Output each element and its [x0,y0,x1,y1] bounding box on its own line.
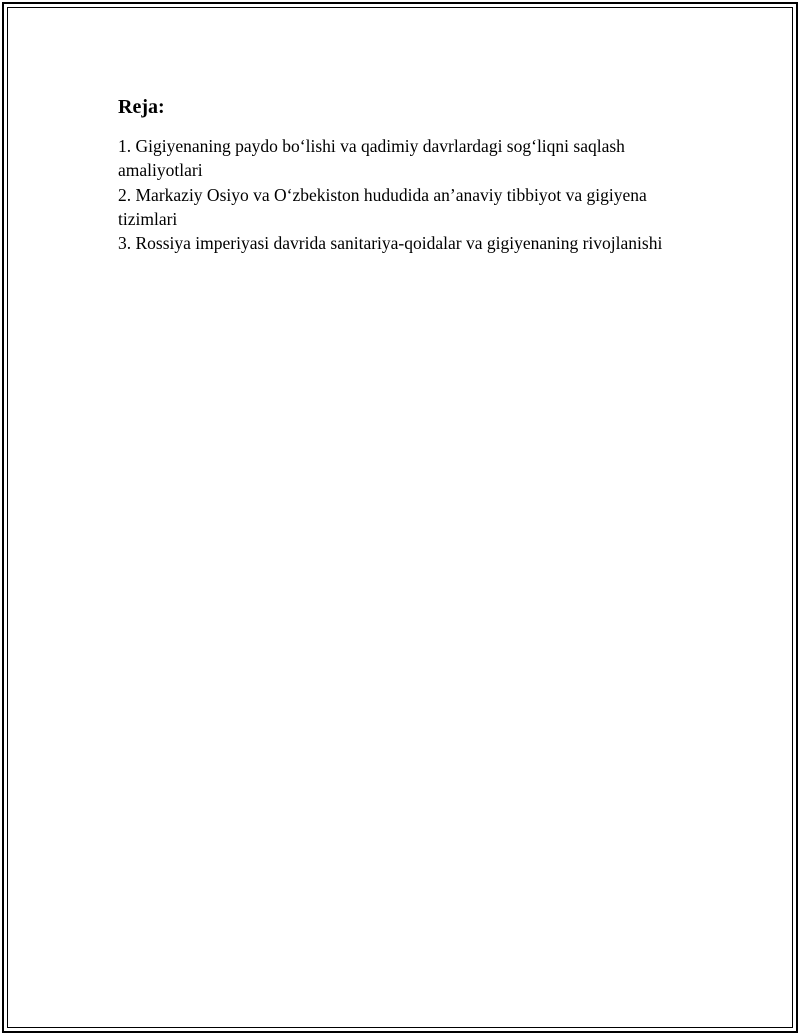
plan-item-3: 3. Rossiya imperiyasi davrida sanitariya-qoidalar va gigiyenaning rivojlanishi [118,233,663,254]
plan-list [118,134,688,255]
plan-heading: Reja: [118,96,165,118]
plan-item-1: 1. Gigiyenaning paydo bo‘lishi va qadimiy davrlardagi sog‘liqni saqlash amaliyotlari [118,136,625,181]
document-body [118,94,688,255]
plan-item-2: 2. Markaziy Osiyo va O‘zbekiston hududida an’anaviy tibbiyot va gigiyena tizimlari [118,184,647,229]
